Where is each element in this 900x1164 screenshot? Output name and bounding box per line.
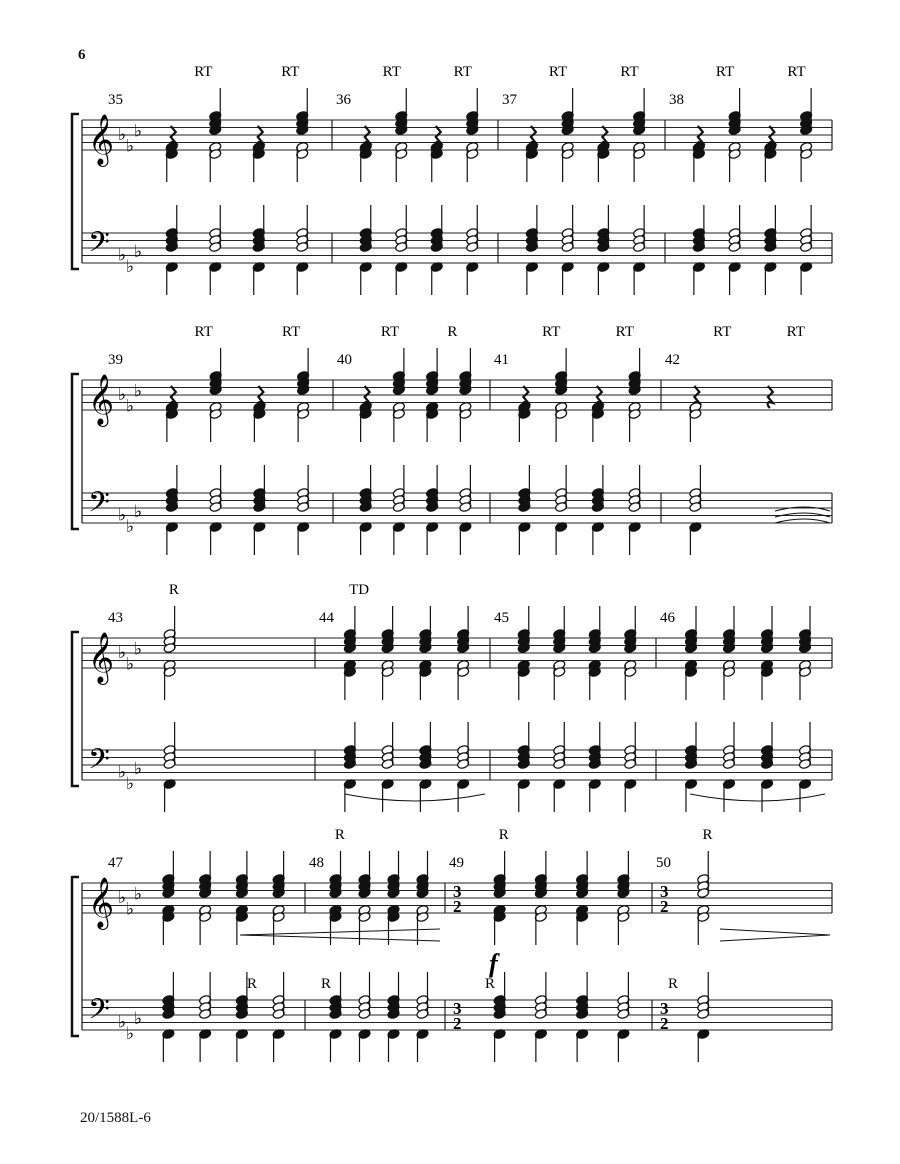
measure-number: 50 xyxy=(656,855,671,871)
technique-mark: RT xyxy=(194,324,213,340)
measure-40 xyxy=(337,324,472,555)
system-bracket xyxy=(72,114,79,269)
measure-number: 35 xyxy=(108,92,123,108)
bass-staff xyxy=(82,233,832,263)
quarter-rest xyxy=(768,386,773,408)
measure-48 xyxy=(309,827,429,1062)
tie xyxy=(775,519,830,523)
key-flat-icon: ♭ xyxy=(126,773,135,794)
measure-number: 36 xyxy=(336,92,351,108)
treble-clef-icon: 𝄞 xyxy=(88,374,115,425)
key-flat-icon: ♭ xyxy=(126,136,135,157)
treble-time-sig-bottom: 2 xyxy=(453,897,462,916)
measure-49 xyxy=(449,827,630,1062)
treble-staff xyxy=(82,380,832,410)
dynamic-forte: f xyxy=(489,949,498,978)
key-flat-icon: ♭ xyxy=(126,899,135,920)
treble-clef-icon: 𝄞 xyxy=(88,632,115,683)
tie xyxy=(345,794,485,801)
measure-36 xyxy=(336,64,479,295)
treble-clef-icon: 𝄞 xyxy=(88,114,115,165)
technique-mark: RT xyxy=(713,324,732,340)
technique-mark: R xyxy=(498,827,509,843)
technique-mark: R xyxy=(168,582,179,598)
system-bracket xyxy=(72,632,79,786)
bass-time-sig-top: 3 xyxy=(453,999,462,1018)
bass-staff xyxy=(82,750,832,780)
technique-mark: RT xyxy=(194,64,213,80)
bass-clef-icon: 𝄢 xyxy=(88,486,110,526)
treble-time-sig-bottom: 2 xyxy=(660,897,669,916)
page-number: 6 xyxy=(78,47,86,63)
footer-code: 20/1588L-6 xyxy=(80,1110,151,1126)
technique-mark: RT xyxy=(282,324,301,340)
measure-46 xyxy=(660,606,812,812)
key-flat-icon: ♭ xyxy=(126,256,135,277)
key-flat-icon: ♭ xyxy=(134,501,143,522)
measure-44 xyxy=(319,582,470,812)
technique-mark: RT xyxy=(620,64,639,80)
technique-mark: RT xyxy=(786,324,805,340)
measure-number: 42 xyxy=(665,352,680,368)
key-flat-icon: ♭ xyxy=(126,1023,135,1044)
bass-time-sig-bottom: 2 xyxy=(453,1014,462,1033)
technique-mark: RT xyxy=(382,64,401,80)
key-flat-icon: ♭ xyxy=(134,1008,143,1029)
measure-number: 38 xyxy=(669,92,684,108)
treble-clef-icon: 𝄞 xyxy=(88,877,115,928)
measure-45 xyxy=(494,606,637,812)
bass-time-sig-bottom: 2 xyxy=(660,1014,669,1033)
technique-mark: R xyxy=(334,827,345,843)
system-3 xyxy=(72,582,832,812)
key-flat-icon: ♭ xyxy=(126,516,135,537)
measure-number: 44 xyxy=(319,610,334,626)
technique-mark: RT xyxy=(380,324,400,340)
measure-number: 37 xyxy=(502,92,517,108)
key-flat-icon: ♭ xyxy=(118,505,127,526)
bass-staff xyxy=(82,493,832,523)
crescendo-hairpin xyxy=(240,929,440,941)
technique-mark: RT xyxy=(787,64,806,80)
key-flat-icon: ♭ xyxy=(134,121,143,142)
key-flat-icon: ♭ xyxy=(134,381,143,402)
key-flat-icon: ♭ xyxy=(118,1012,127,1033)
key-flat-icon: ♭ xyxy=(118,762,127,783)
technique-mark: RT xyxy=(615,324,634,340)
key-flat-icon: ♭ xyxy=(134,241,143,262)
key-flat-icon: ♭ xyxy=(118,385,127,405)
bass-clef-icon: 𝄢 xyxy=(88,226,110,266)
technique-mark: R xyxy=(702,827,713,843)
technique-mark: RT xyxy=(548,64,568,80)
measure-42 xyxy=(665,324,805,555)
bass-clef-icon: 𝄢 xyxy=(88,743,110,783)
bass-technique-mark: R xyxy=(485,976,496,992)
technique-mark: RT xyxy=(281,64,300,80)
measure-number: 47 xyxy=(108,855,123,871)
key-flat-icon: ♭ xyxy=(134,639,143,660)
key-flat-icon: ♭ xyxy=(118,643,127,663)
key-flat-icon: ♭ xyxy=(126,654,135,675)
key-flat-icon: ♭ xyxy=(118,245,127,266)
tie xyxy=(690,794,825,801)
measure-41 xyxy=(494,324,641,555)
treble-staff xyxy=(82,638,832,668)
technique-mark: RT xyxy=(542,324,561,340)
measure-number: 43 xyxy=(108,610,123,626)
measure-number: 45 xyxy=(494,610,509,626)
key-flat-icon: ♭ xyxy=(134,884,143,905)
treble-staff xyxy=(82,120,832,150)
measure-number: 49 xyxy=(449,855,464,871)
bass-technique-mark: R xyxy=(247,976,258,992)
system-1 xyxy=(72,64,832,295)
measure-number: 48 xyxy=(309,855,324,871)
measure-number: 39 xyxy=(108,352,123,368)
treble-time-sig-top: 3 xyxy=(453,882,462,901)
bass-technique-mark: R xyxy=(668,976,679,992)
system-bracket xyxy=(72,374,79,529)
measure-38 xyxy=(669,64,813,295)
technique-mark: TD xyxy=(349,582,370,598)
bass-technique-mark: R xyxy=(321,976,332,992)
key-flat-icon: ♭ xyxy=(118,125,127,145)
measure-number: 40 xyxy=(337,352,352,368)
bass-time-sig-top: 3 xyxy=(660,999,669,1018)
decrescendo-hairpin xyxy=(720,929,830,941)
key-flat-icon: ♭ xyxy=(126,396,135,417)
system-4 xyxy=(72,827,832,1062)
technique-mark: RT xyxy=(715,64,735,80)
measure-number: 41 xyxy=(494,352,509,368)
key-flat-icon: ♭ xyxy=(118,888,127,908)
treble-time-sig-top: 3 xyxy=(660,882,669,901)
system-bracket xyxy=(72,877,79,1036)
measure-number: 46 xyxy=(660,610,675,626)
key-flat-icon: ♭ xyxy=(134,758,143,779)
measure-50 xyxy=(656,827,713,1062)
bass-clef-icon: 𝄢 xyxy=(88,993,110,1033)
technique-mark: R xyxy=(447,324,458,340)
system-2 xyxy=(72,324,832,555)
measure-37 xyxy=(502,64,646,295)
technique-mark: RT xyxy=(453,64,472,80)
